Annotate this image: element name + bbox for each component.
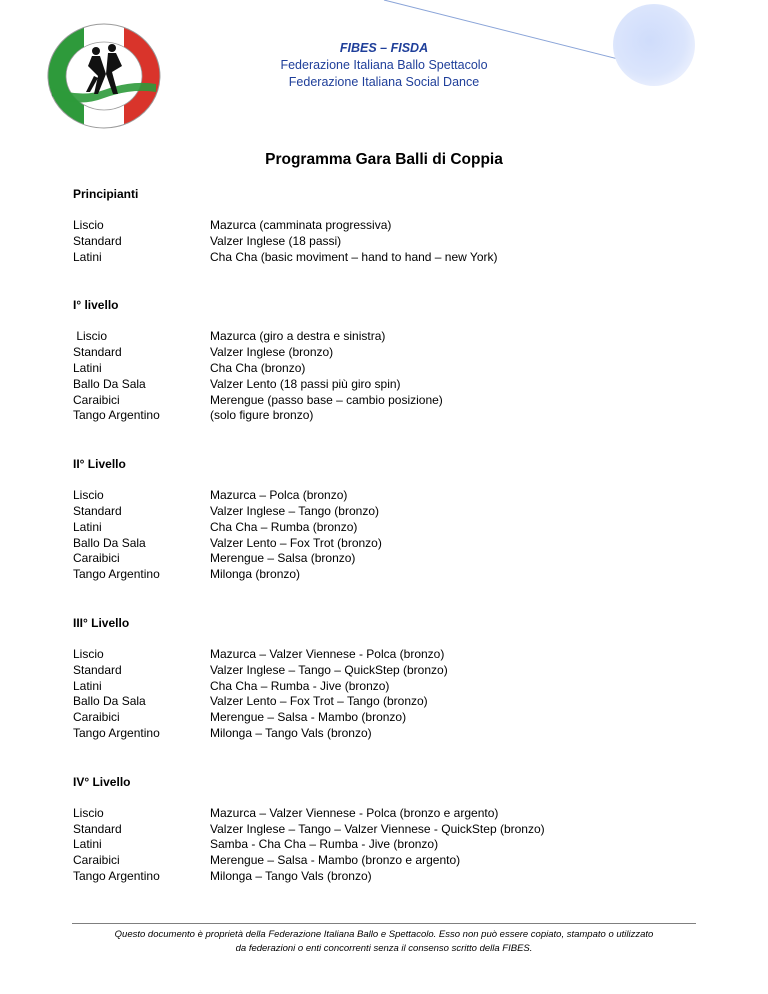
section-livello-4	[73, 774, 693, 885]
program-row	[73, 822, 693, 838]
row-dances: Valzer Inglese (18 passi)	[210, 233, 342, 248]
row-category: Liscio	[73, 329, 108, 344]
row-category: Latini	[73, 837, 102, 852]
program-row	[73, 408, 693, 424]
row-category: Standard	[73, 662, 122, 677]
program-row	[73, 551, 693, 567]
row-dances: Mazurca – Valzer Viennese - Polca (bronzo)	[210, 646, 445, 661]
row-category: Ballo Da Sala	[73, 535, 146, 550]
document-title: Programma Gara Balli di Coppia	[265, 151, 503, 168]
row-dances: Valzer Inglese – Tango – QuickStep (bronzo)	[210, 662, 448, 677]
program-row	[73, 234, 693, 250]
program-row	[73, 694, 693, 710]
row-dances: Milonga (bronzo)	[210, 567, 301, 582]
section-livello-3	[73, 615, 693, 742]
program-row	[73, 663, 693, 679]
row-category: Latini	[73, 678, 102, 693]
program-row	[73, 647, 693, 663]
row-dances: Cha Cha (bronzo)	[210, 360, 306, 375]
row-dances: Mazurca – Valzer Viennese - Polca (bronzo e argento)	[210, 805, 499, 820]
row-dances: Valzer Inglese (bronzo)	[210, 345, 334, 360]
row-dances: Cha Cha – Rumba - Jive (bronzo)	[210, 678, 390, 693]
program-row	[73, 377, 693, 393]
row-category: Liscio	[73, 488, 104, 503]
row-dances: Valzer Lento – Fox Trot (bronzo)	[210, 535, 382, 550]
program-row	[73, 504, 693, 520]
program-row	[73, 726, 693, 742]
program-row	[73, 218, 693, 234]
row-category: Caraibici	[73, 853, 120, 868]
row-category: Standard	[73, 503, 122, 518]
row-category: Caraibici	[73, 710, 120, 725]
row-dances: Mazurca (giro a destra e sinistra)	[210, 329, 386, 344]
row-category: Standard	[73, 345, 122, 360]
row-dances: Valzer Lento (18 passi più giro spin)	[210, 376, 401, 391]
row-dances: Mazurca (camminata progressiva)	[210, 218, 392, 232]
org-acronym: FIBES – FISDA	[339, 41, 429, 55]
section-title: IV° Livello	[73, 774, 131, 789]
section-title: I° livello	[73, 298, 119, 313]
row-category: Liscio	[73, 805, 104, 820]
program-row	[73, 250, 693, 266]
row-category: Caraibici	[73, 392, 120, 407]
program-row	[73, 361, 693, 377]
row-dances: Merengue – Salsa - Mambo (bronzo)	[210, 710, 407, 725]
row-category: Ballo Da Sala	[73, 694, 146, 709]
row-dances: Merengue – Salsa - Mambo (bronzo e argento)	[210, 853, 461, 868]
row-category: Liscio	[73, 646, 104, 661]
footer-line-2: da federazioni o enti concorrenti senza il consenso scritto della FIBES.	[235, 943, 533, 954]
footer-disclaimer	[60, 928, 708, 956]
org-name-line-2: Federazione Italiana Social Dance	[288, 75, 480, 89]
program-row	[73, 345, 693, 361]
program-row	[73, 520, 693, 536]
section-title: Principianti	[73, 187, 139, 201]
program-row	[73, 393, 693, 409]
row-dances: Valzer Inglese – Tango (bronzo)	[210, 503, 379, 518]
row-category: Tango Argentino	[73, 868, 160, 883]
row-category: Latini	[73, 249, 102, 264]
row-dances: Cha Cha (basic moviment – hand to hand – new York)	[210, 249, 498, 264]
section-principianti	[73, 186, 693, 265]
program-row	[73, 679, 693, 695]
program-row	[73, 567, 693, 583]
row-category: Tango Argentino	[73, 567, 160, 582]
program-row	[73, 853, 693, 869]
row-category: Caraibici	[73, 551, 120, 566]
row-category: Ballo Da Sala	[73, 376, 146, 391]
section-livello-2	[73, 456, 693, 583]
program-row	[73, 837, 693, 853]
section-title: II° Livello	[73, 457, 126, 472]
row-category: Standard	[73, 233, 122, 248]
footer-line-1: Questo documento è proprietà della Federazione Italiana Ballo e Spettacolo. Esso non può essere copiato, stampato o utilizzato	[114, 929, 654, 940]
letterhead	[0, 40, 768, 91]
section-title: III° Livello	[73, 615, 130, 630]
row-dances: Merengue (passo base – cambio posizione)	[210, 392, 443, 407]
section-livello-1	[73, 297, 693, 424]
program-row	[73, 806, 693, 822]
row-dances: Valzer Lento – Fox Trot – Tango (bronzo)	[210, 694, 428, 709]
row-dances: Milonga – Tango Vals (bronzo)	[210, 868, 372, 883]
row-category: Standard	[73, 821, 122, 836]
row-dances: (solo figure bronzo)	[210, 408, 314, 423]
program-sections	[73, 186, 693, 885]
row-category: Latini	[73, 360, 102, 375]
row-category: Tango Argentino	[73, 408, 160, 423]
row-dances: Milonga – Tango Vals (bronzo)	[210, 725, 372, 740]
program-row	[73, 869, 693, 885]
program-row	[73, 710, 693, 726]
row-category: Tango Argentino	[73, 725, 160, 740]
org-name-line-1: Federazione Italiana Ballo Spettacolo	[280, 58, 488, 72]
row-dances: Cha Cha – Rumba (bronzo)	[210, 519, 358, 534]
row-dances: Mazurca – Polca (bronzo)	[210, 488, 348, 503]
row-category: Liscio	[73, 218, 104, 232]
row-dances: Samba - Cha Cha – Rumba - Jive (bronzo)	[210, 837, 439, 852]
program-row	[73, 536, 693, 552]
program-row	[73, 488, 693, 504]
footer-divider	[72, 923, 696, 924]
row-category: Latini	[73, 519, 102, 534]
program-row	[73, 329, 693, 345]
row-dances: Valzer Inglese – Tango – Valzer Viennese - QuickStep (bronzo)	[210, 821, 545, 836]
row-dances: Merengue – Salsa (bronzo)	[210, 551, 356, 566]
